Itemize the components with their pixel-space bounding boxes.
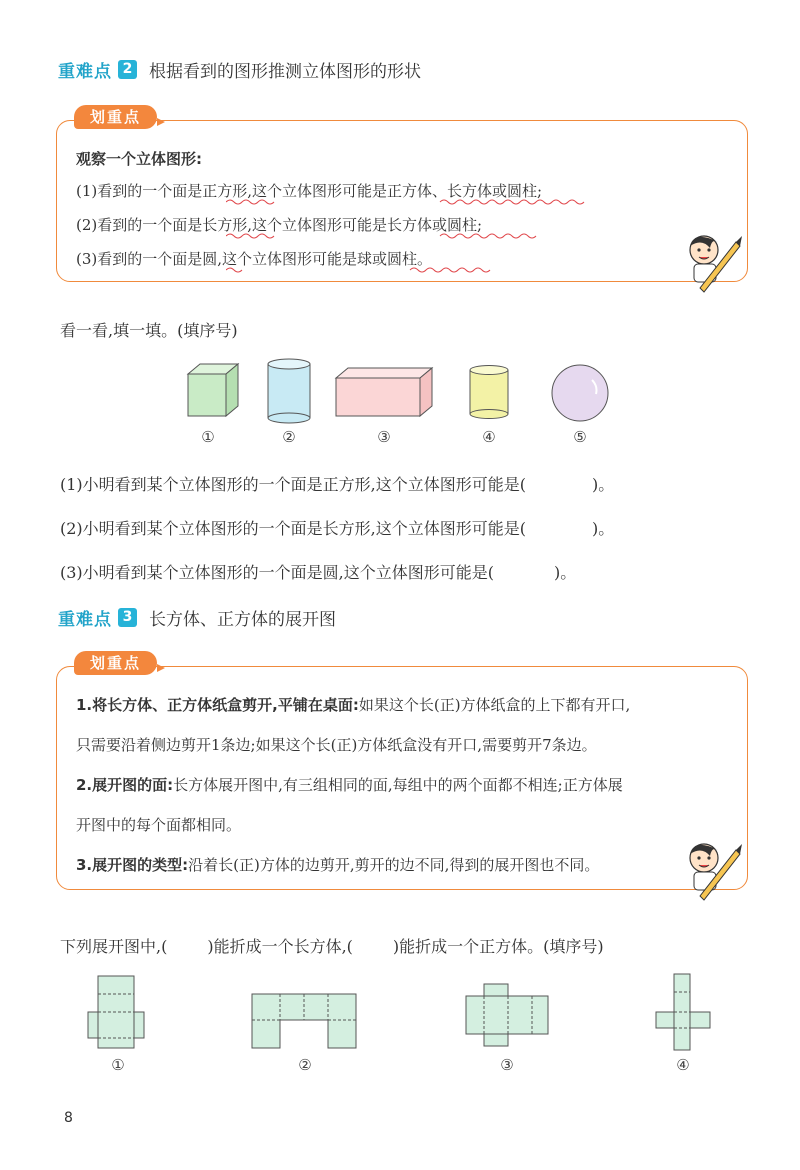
cylinder-shape — [268, 359, 310, 423]
paragraph-text: 沿着长(正)方体的边剪开,剪开的边不同,得到的展开图也不同。 — [188, 856, 600, 874]
section-label: 重难点 — [58, 609, 112, 630]
shape-label: ④ — [482, 428, 496, 446]
paragraph-heading: 1.将长方体、正方体纸盒剪开,平铺在桌面: — [76, 696, 359, 714]
paragraph-heading: 3.展开图的类型: — [76, 856, 189, 874]
question-end: )。 — [554, 563, 577, 582]
exercise-instruction: 看一看,填一填。(填序号) — [60, 321, 238, 340]
question-text: )能折成一个正方体。(填序号) — [392, 937, 604, 956]
wavy-underline-icon — [226, 266, 506, 274]
shape-label: ⑤ — [573, 428, 587, 446]
shape-label: ③ — [377, 428, 391, 446]
question-text: )能折成一个长方体,( — [207, 937, 353, 956]
net-label: ③ — [500, 1056, 514, 1074]
net-2 — [252, 994, 356, 1048]
solid-shapes-figure — [180, 356, 630, 426]
question-end: )。 — [592, 475, 615, 494]
section-number: 3 — [118, 608, 137, 627]
wavy-underline-icon — [226, 232, 586, 240]
boy-with-pencil-icon — [680, 836, 744, 902]
question-2 — [60, 516, 614, 539]
wavy-underline-icon — [226, 198, 606, 206]
question-text: 下列展开图中,( — [60, 937, 168, 956]
cuboid-shape — [336, 368, 432, 416]
net-label: ④ — [676, 1056, 690, 1074]
box-line: (3)看到的一个面是圆,这个立体图形可能是球或圆柱。 — [76, 250, 433, 268]
net-1 — [88, 976, 144, 1048]
box-line: 观察一个立体图形: — [76, 150, 202, 168]
section-2-header — [58, 56, 421, 82]
net-label: ② — [298, 1056, 312, 1074]
question-1 — [60, 472, 614, 495]
page-number: 8 — [64, 1110, 73, 1126]
net-3 — [466, 984, 548, 1046]
net-4 — [656, 974, 710, 1050]
box-line: (1)看到的一个面是正方形,这个立体图形可能是正方体、长方体或圆柱; — [76, 182, 543, 200]
key-point-tag: 划重点 — [74, 651, 157, 675]
shape-label: ① — [201, 428, 215, 446]
box-paragraph-1-cont: 只需要沿着侧边剪开1条边;如果这个长(正)方体纸盒没有开口,需要剪开7条边。 — [76, 736, 597, 754]
paragraph-heading: 2.展开图的面: — [76, 776, 174, 794]
question-text: (3)小明看到某个立体图形的一个面是圆,这个立体图形可能是( — [60, 563, 494, 582]
exercise-2-question — [60, 934, 604, 957]
question-end: )。 — [592, 519, 615, 538]
section-title: 长方体、正方体的展开图 — [149, 609, 336, 630]
box-paragraph-2 — [76, 774, 623, 795]
paragraph-text: 长方体展开图中,有三组相同的面,每组中的两个面都不相连;正方体展 — [173, 776, 623, 794]
section-3-header — [58, 604, 336, 630]
question-3 — [60, 560, 576, 583]
section-label: 重难点 — [58, 61, 112, 82]
section-title: 根据看到的图形推测立体图形的形状 — [149, 61, 421, 82]
key-point-tag: 划重点 — [74, 105, 157, 129]
box-paragraph-1 — [76, 694, 630, 715]
box-paragraph-2-cont: 开图中的每个面都相同。 — [76, 816, 242, 834]
paragraph-text: 如果这个长(正)方体纸盒的上下都有开口, — [358, 696, 631, 714]
section-number: 2 — [118, 60, 137, 79]
cube-shape — [188, 364, 238, 416]
question-text: (2)小明看到某个立体图形的一个面是长方形,这个立体图形可能是( — [60, 519, 526, 538]
shape-label: ② — [282, 428, 296, 446]
sphere-shape — [552, 365, 608, 421]
net-label: ① — [111, 1056, 125, 1074]
boy-with-pencil-icon — [680, 228, 744, 294]
box-line: (2)看到的一个面是长方形,这个立体图形可能是长方体或圆柱; — [76, 216, 483, 234]
nets-figure — [80, 970, 730, 1060]
box-paragraph-3 — [76, 854, 599, 875]
question-text: (1)小明看到某个立体图形的一个面是正方形,这个立体图形可能是( — [60, 475, 526, 494]
cylinder-shape — [470, 366, 508, 419]
